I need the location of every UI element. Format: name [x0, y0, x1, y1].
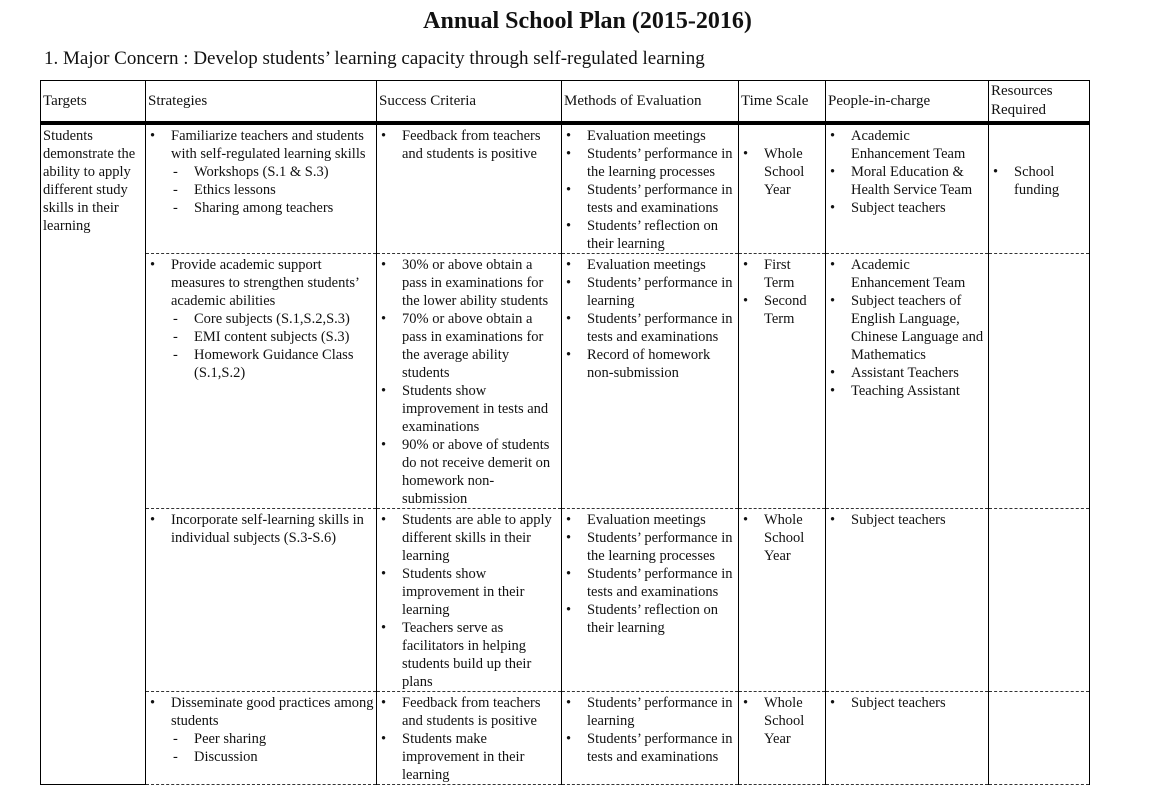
person-list	[828, 256, 986, 400]
criteria-item: • Students make improvement in their learning	[379, 730, 559, 784]
resource-cell	[989, 254, 1090, 509]
person-item: • Subject teachers	[828, 199, 986, 217]
criteria-cell	[377, 692, 562, 785]
table-row	[41, 692, 1090, 785]
person-item: • Academic Enhancement Team	[828, 256, 986, 292]
time-scale-item: • Second Term	[741, 292, 823, 328]
header-strategies: Strategies	[146, 81, 377, 124]
criteria-list	[379, 511, 559, 691]
person-item: • Subject teachers	[828, 511, 986, 529]
method-item: • Students’ performance in tests and examinations	[564, 181, 736, 217]
method-cell	[562, 123, 739, 254]
resource-cell	[989, 509, 1090, 692]
criteria-list	[379, 694, 559, 784]
method-item: • Evaluation meetings	[564, 127, 736, 145]
strategy-list	[148, 694, 374, 766]
person-item: • Moral Education & Health Service Team	[828, 163, 986, 199]
header-time-scale: Time Scale	[739, 81, 826, 124]
time-scale-item: • Whole School Year	[741, 694, 823, 748]
person-item: • Subject teachers	[828, 694, 986, 712]
time-scale-cell	[739, 509, 826, 692]
criteria-item: • Feedback from teachers and students is positive	[379, 694, 559, 730]
page-title: Annual School Plan (2015-2016)	[423, 8, 752, 34]
sub-item: - Sharing among teachers	[148, 199, 374, 217]
sub-item: - Ethics lessons	[148, 181, 374, 199]
time-scale-item: • First Term	[741, 256, 823, 292]
resource-list	[991, 163, 1087, 199]
resource-cell	[989, 692, 1090, 785]
method-item: • Students’ performance in tests and examinations	[564, 310, 736, 346]
method-item: • Record of homework non-submission	[564, 346, 736, 382]
person-list	[828, 511, 986, 529]
strategy-list	[148, 256, 374, 382]
person-cell	[826, 123, 989, 254]
criteria-cell	[377, 254, 562, 509]
strategy-cell	[146, 123, 377, 254]
strategy-list	[148, 511, 374, 547]
criteria-item: • Students show improvement in tests and examinations	[379, 382, 559, 436]
method-item: • Students’ performance in the learning processes	[564, 145, 736, 181]
criteria-item: • 70% or above obtain a pass in examinations for the average ability students	[379, 310, 559, 382]
criteria-item: • Students show improvement in their learning	[379, 565, 559, 619]
time-scale-cell	[739, 692, 826, 785]
method-item: • Students’ reflection on their learning	[564, 217, 736, 253]
strategy-item: • Familiarize teachers and students with self-regulated learning skills	[148, 127, 374, 163]
method-cell	[562, 254, 739, 509]
table-row	[41, 254, 1090, 509]
table-row	[41, 123, 1090, 254]
method-item: • Students’ performance in learning	[564, 694, 736, 730]
time-scale-list	[741, 694, 823, 748]
method-item: • Students’ performance in the learning processes	[564, 529, 736, 565]
resource-cell	[989, 123, 1090, 254]
sub-item: - EMI content subjects (S.3)	[148, 328, 374, 346]
person-item: • Academic Enhancement Team	[828, 127, 986, 163]
sub-item: - Homework Guidance Class (S.1,S.2)	[148, 346, 374, 382]
time-scale-cell	[739, 254, 826, 509]
method-item: • Evaluation meetings	[564, 256, 736, 274]
method-item: • Students’ performance in learning	[564, 274, 736, 310]
method-list	[564, 256, 736, 382]
method-item: • Students’ reflection on their learning	[564, 601, 736, 637]
method-item: • Students’ performance in tests and examinations	[564, 565, 736, 601]
strategy-item: • Disseminate good practices among students	[148, 694, 374, 730]
strategy-cell	[146, 509, 377, 692]
header-targets: Targets	[41, 81, 146, 124]
method-list	[564, 694, 736, 766]
criteria-item: • Students are able to apply different skills in their learning	[379, 511, 559, 565]
strategy-cell	[146, 254, 377, 509]
method-cell	[562, 692, 739, 785]
sub-item: - Core subjects (S.1,S.2,S.3)	[148, 310, 374, 328]
criteria-list	[379, 127, 559, 163]
person-item: • Assistant Teachers	[828, 364, 986, 382]
person-cell	[826, 509, 989, 692]
criteria-cell	[377, 509, 562, 692]
header-row	[41, 81, 1090, 124]
person-list	[828, 694, 986, 712]
time-scale-item: • Whole School Year	[741, 145, 823, 199]
person-item: • Teaching Assistant	[828, 382, 986, 400]
criteria-item: • 90% or above of students do not receive demerit on homework non-submission	[379, 436, 559, 508]
header-people: People-in-charge	[826, 81, 989, 124]
sub-item: - Workshops (S.1 & S.3)	[148, 163, 374, 181]
method-list	[564, 511, 736, 637]
plan-table	[40, 80, 1090, 785]
sub-item: - Discussion	[148, 748, 374, 766]
sub-item: - Peer sharing	[148, 730, 374, 748]
person-cell	[826, 254, 989, 509]
criteria-list	[379, 256, 559, 508]
resource-item: • School funding	[991, 163, 1087, 199]
table-row	[41, 509, 1090, 692]
time-scale-list	[741, 511, 823, 565]
criteria-item: • 30% or above obtain a pass in examinations for the lower ability students	[379, 256, 559, 310]
time-scale-list	[741, 145, 823, 199]
strategy-list	[148, 127, 374, 217]
criteria-item: • Feedback from teachers and students is positive	[379, 127, 559, 163]
method-item: • Evaluation meetings	[564, 511, 736, 529]
strategy-cell	[146, 692, 377, 785]
method-item: • Students’ performance in tests and examinations	[564, 730, 736, 766]
time-scale-list	[741, 256, 823, 328]
person-item: • Subject teachers of English Language, Chinese Language and Mathematics	[828, 292, 986, 364]
header-resources: Resources Required	[989, 81, 1090, 124]
method-cell	[562, 509, 739, 692]
strategy-item: • Incorporate self-learning skills in individual subjects (S.3-S.6)	[148, 511, 374, 547]
method-list	[564, 127, 736, 253]
header-methods: Methods of Evaluation	[562, 81, 739, 124]
major-concern: 1. Major Concern : Develop students’ learning capacity through self-regulated learning	[44, 48, 705, 69]
header-success-criteria: Success Criteria	[377, 81, 562, 124]
person-list	[828, 127, 986, 217]
criteria-cell	[377, 123, 562, 254]
strategy-item: • Provide academic support measures to strengthen students’ academic abilities	[148, 256, 374, 310]
person-cell	[826, 692, 989, 785]
time-scale-cell	[739, 123, 826, 254]
target-cell: Students demonstrate the ability to apply different study skills in their learning	[41, 123, 146, 785]
time-scale-item: • Whole School Year	[741, 511, 823, 565]
criteria-item: • Teachers serve as facilitators in helping students build up their plans	[379, 619, 559, 691]
